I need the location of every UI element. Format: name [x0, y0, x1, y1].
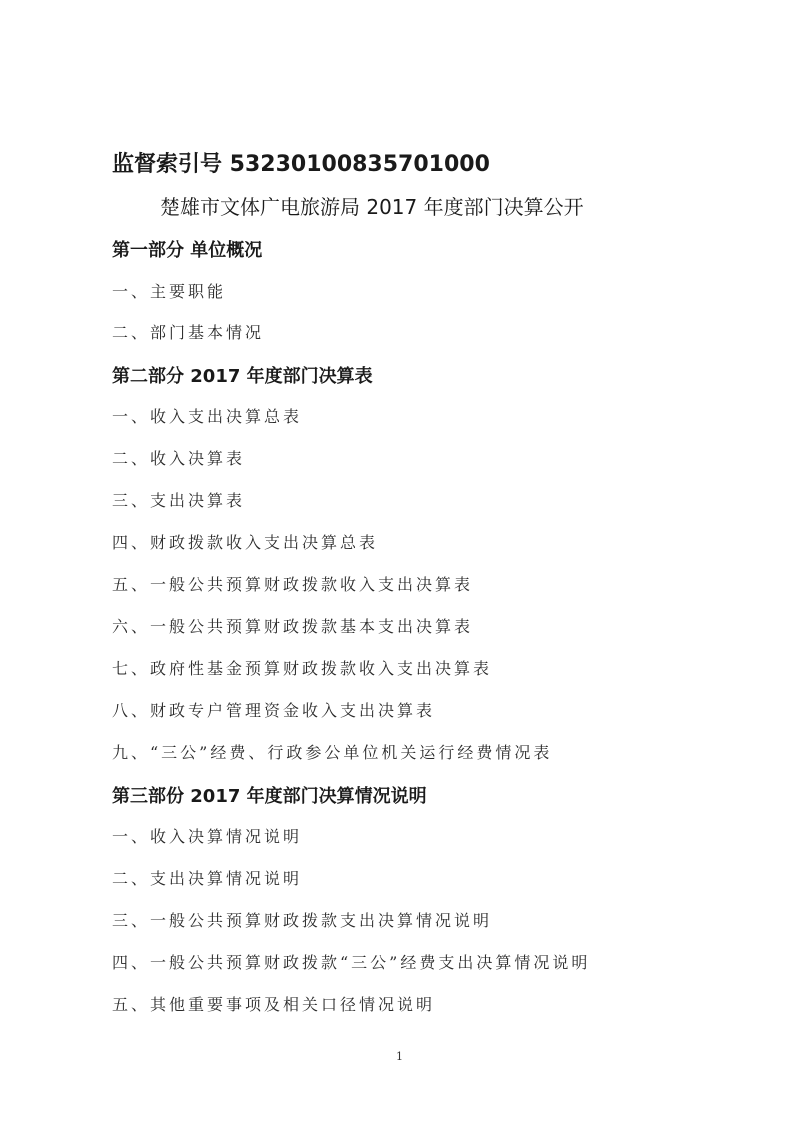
- part2-item-7: 七、政府性基金预算财政拨款收入支出决算表: [112, 659, 493, 678]
- part2-heading: 第二部分 2017 年度部门决算表: [112, 366, 373, 387]
- part2-item-1: 一、收入支出决算总表: [112, 407, 303, 426]
- part2-item-2: 二、收入决算表: [112, 449, 246, 468]
- part3-heading: 第三部份 2017 年度部门决算情况说明: [112, 786, 427, 807]
- part2-item-3: 三、支出决算表: [112, 491, 246, 510]
- part3-item-4: 四、一般公共预算财政拨款“三公”经费支出决算情况说明: [112, 953, 591, 972]
- part2-item-5: 五、一般公共预算财政拨款收入支出决算表: [112, 575, 474, 594]
- part1-item-2: 二、部门基本情况: [112, 323, 265, 342]
- part2-item-6: 六、一般公共预算财政拨款基本支出决算表: [112, 617, 474, 636]
- page-number: 1: [396, 1050, 403, 1063]
- part2-item-9: 九、“三公”经费、行政参公单位机关运行经费情况表: [112, 743, 553, 762]
- part3-item-2: 二、支出决算情况说明: [112, 869, 303, 888]
- part1-item-1: 一、主要职能: [112, 282, 227, 301]
- part1-heading: 第一部分 单位概况: [112, 240, 263, 261]
- part2-item-8: 八、财政专户管理资金收入支出决算表: [112, 701, 436, 720]
- part3-item-3: 三、一般公共预算财政拨款支出决算情况说明: [112, 911, 493, 930]
- part3-item-1: 一、收入决算情况说明: [112, 827, 303, 846]
- supervision-index-number: 监督索引号 53230100835701000: [112, 152, 490, 177]
- part3-item-5: 五、其他重要事项及相关口径情况说明: [112, 995, 436, 1014]
- part2-item-4: 四、财政拨款收入支出决算总表: [112, 533, 379, 552]
- document-title: 楚雄市文体广电旅游局 2017 年度部门决算公开: [160, 195, 584, 219]
